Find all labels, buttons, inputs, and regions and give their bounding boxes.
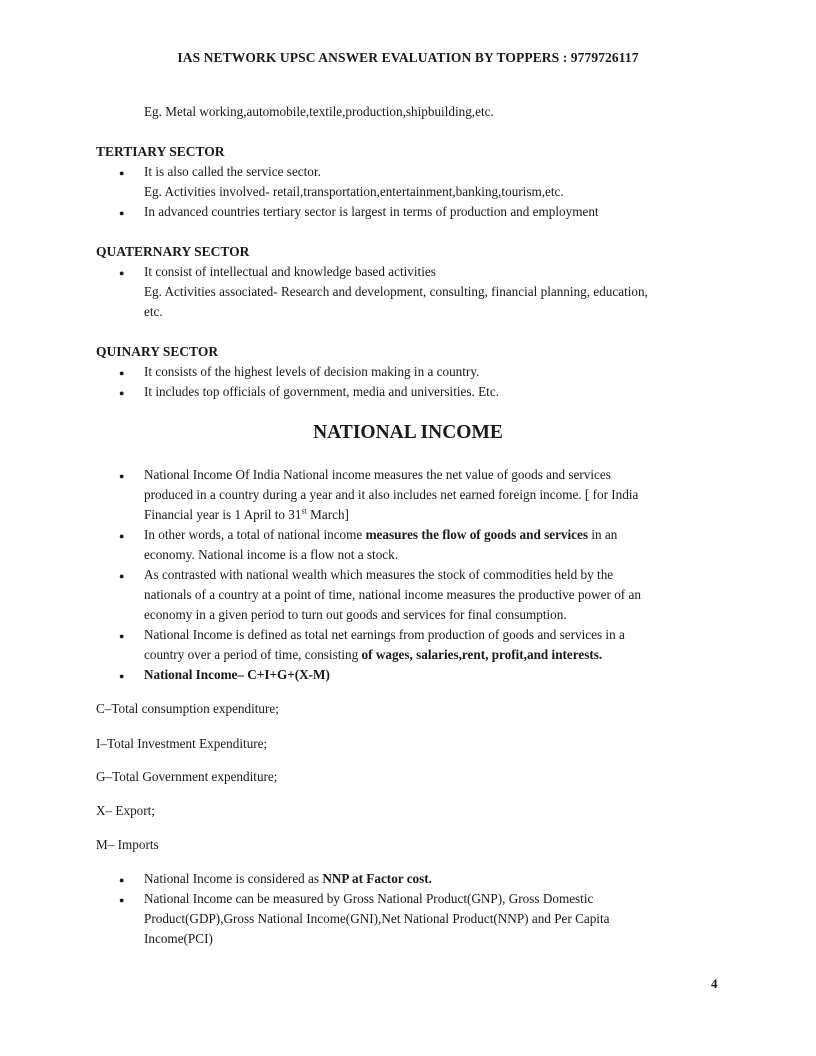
ni-formula: National Income– C+I+G+(X-M) (144, 667, 330, 682)
bullet-icon: ● (119, 368, 125, 378)
bullet-icon: ● (119, 875, 125, 885)
tertiary-example: Eg. Activities involved- retail,transportation,entertainment,banking,tourism,etc. (144, 184, 564, 199)
ni-p1-line-1: National Income Of India National income measures the net value of goods and services (144, 467, 611, 482)
bullet-icon: ● (119, 168, 125, 178)
page-number: 4 (711, 976, 718, 991)
ni-p2-bold: measures the flow of goods and services (365, 527, 589, 542)
page-header: IAS NETWORK UPSC ANSWER EVALUATION BY TOPPERS : 9779726117 (177, 50, 639, 65)
ni-p2-line-1 (144, 525, 617, 545)
ni-p2-text: In other words, a total of national income (144, 527, 366, 542)
ni-p3-line-3: economy in a given period to turn out goods and services for final consumption. (144, 607, 567, 622)
ni-p4-text: country over a period of time, consisting (144, 647, 362, 662)
ni-p4-line-2 (144, 645, 602, 665)
bullet-icon: ● (119, 671, 125, 681)
tertiary-bullet-1: It is also called the service sector. (144, 164, 321, 179)
bullet-icon: ● (119, 895, 125, 905)
ni-p3-line-1: As contrasted with national wealth which measures the stock of commodities held by the (144, 567, 614, 582)
bullet-icon: ● (119, 268, 125, 278)
ni-p1-line-2: produced in a country during a year and it also includes net earned foreign income. [ for India (144, 487, 639, 502)
ni-p1-line-3 (144, 505, 349, 525)
ni-p2-line-2: economy. National income is a flow not a stock. (144, 547, 399, 562)
ni-p7-line-2: Product(GDP),Gross National Income(GNI),Net National Product(NNP) and Per Capita (144, 911, 610, 926)
ni-p2-text-end: in an (588, 527, 618, 542)
ni-p6-bold: NNP at Factor cost. (322, 871, 432, 886)
quaternary-example-line-1: Eg. Activities associated- Research and development, consulting, financial planning, education, (144, 284, 648, 299)
quinary-heading: QUINARY SECTOR (96, 344, 219, 359)
definition-i: I–Total Investment Expenditure; (96, 736, 268, 751)
quaternary-bullet-1: It consist of intellectual and knowledge based activities (144, 264, 436, 279)
bullet-icon: ● (119, 631, 125, 641)
bullet-icon: ● (119, 208, 125, 218)
bullet-icon: ● (119, 471, 125, 481)
bullet-icon: ● (119, 531, 125, 541)
quinary-bullet-1: It consists of the highest levels of decision making in a country. (144, 364, 480, 379)
definition-x: X– Export; (96, 803, 155, 818)
ni-p1-superscript: st (301, 506, 307, 516)
ni-p6-text: National Income is considered as (144, 871, 323, 886)
quaternary-example-line-2: etc. (144, 304, 163, 319)
tertiary-heading: TERTIARY SECTOR (96, 144, 225, 159)
ni-p3-line-2: nationals of a country at a point of time, national income measures the productive power of an (144, 587, 641, 602)
ni-p1-line-3-text: Financial year is 1 April to 31 (144, 507, 302, 522)
ni-p6 (144, 869, 432, 889)
ni-p1-line-3-end: March] (306, 507, 349, 522)
tertiary-bullet-2: In advanced countries tertiary sector is largest in terms of production and employment (144, 204, 599, 219)
quaternary-heading: QUATERNARY SECTOR (96, 244, 250, 259)
definition-m: M– Imports (96, 837, 159, 852)
ni-p4-line-1: National Income is defined as total net earnings from production of goods and services in a (144, 627, 625, 642)
definition-g: G–Total Government expenditure; (96, 769, 278, 784)
intro-example: Eg. Metal working,automobile,textile,production,shipbuilding,etc. (144, 104, 494, 119)
ni-p7-line-1: National Income can be measured by Gross National Product(GNP), Gross Domestic (144, 891, 594, 906)
bullet-icon: ● (119, 571, 125, 581)
bullet-icon: ● (119, 388, 125, 398)
quinary-bullet-2: It includes top officials of government, media and universities. Etc. (144, 384, 499, 399)
ni-p7-line-3: Income(PCI) (144, 931, 213, 946)
ni-p4-bold: of wages, salaries,rent, profit,and interests. (361, 647, 603, 662)
section-title: NATIONAL INCOME (313, 422, 503, 443)
definition-c: C–Total consumption expenditure; (96, 701, 279, 716)
